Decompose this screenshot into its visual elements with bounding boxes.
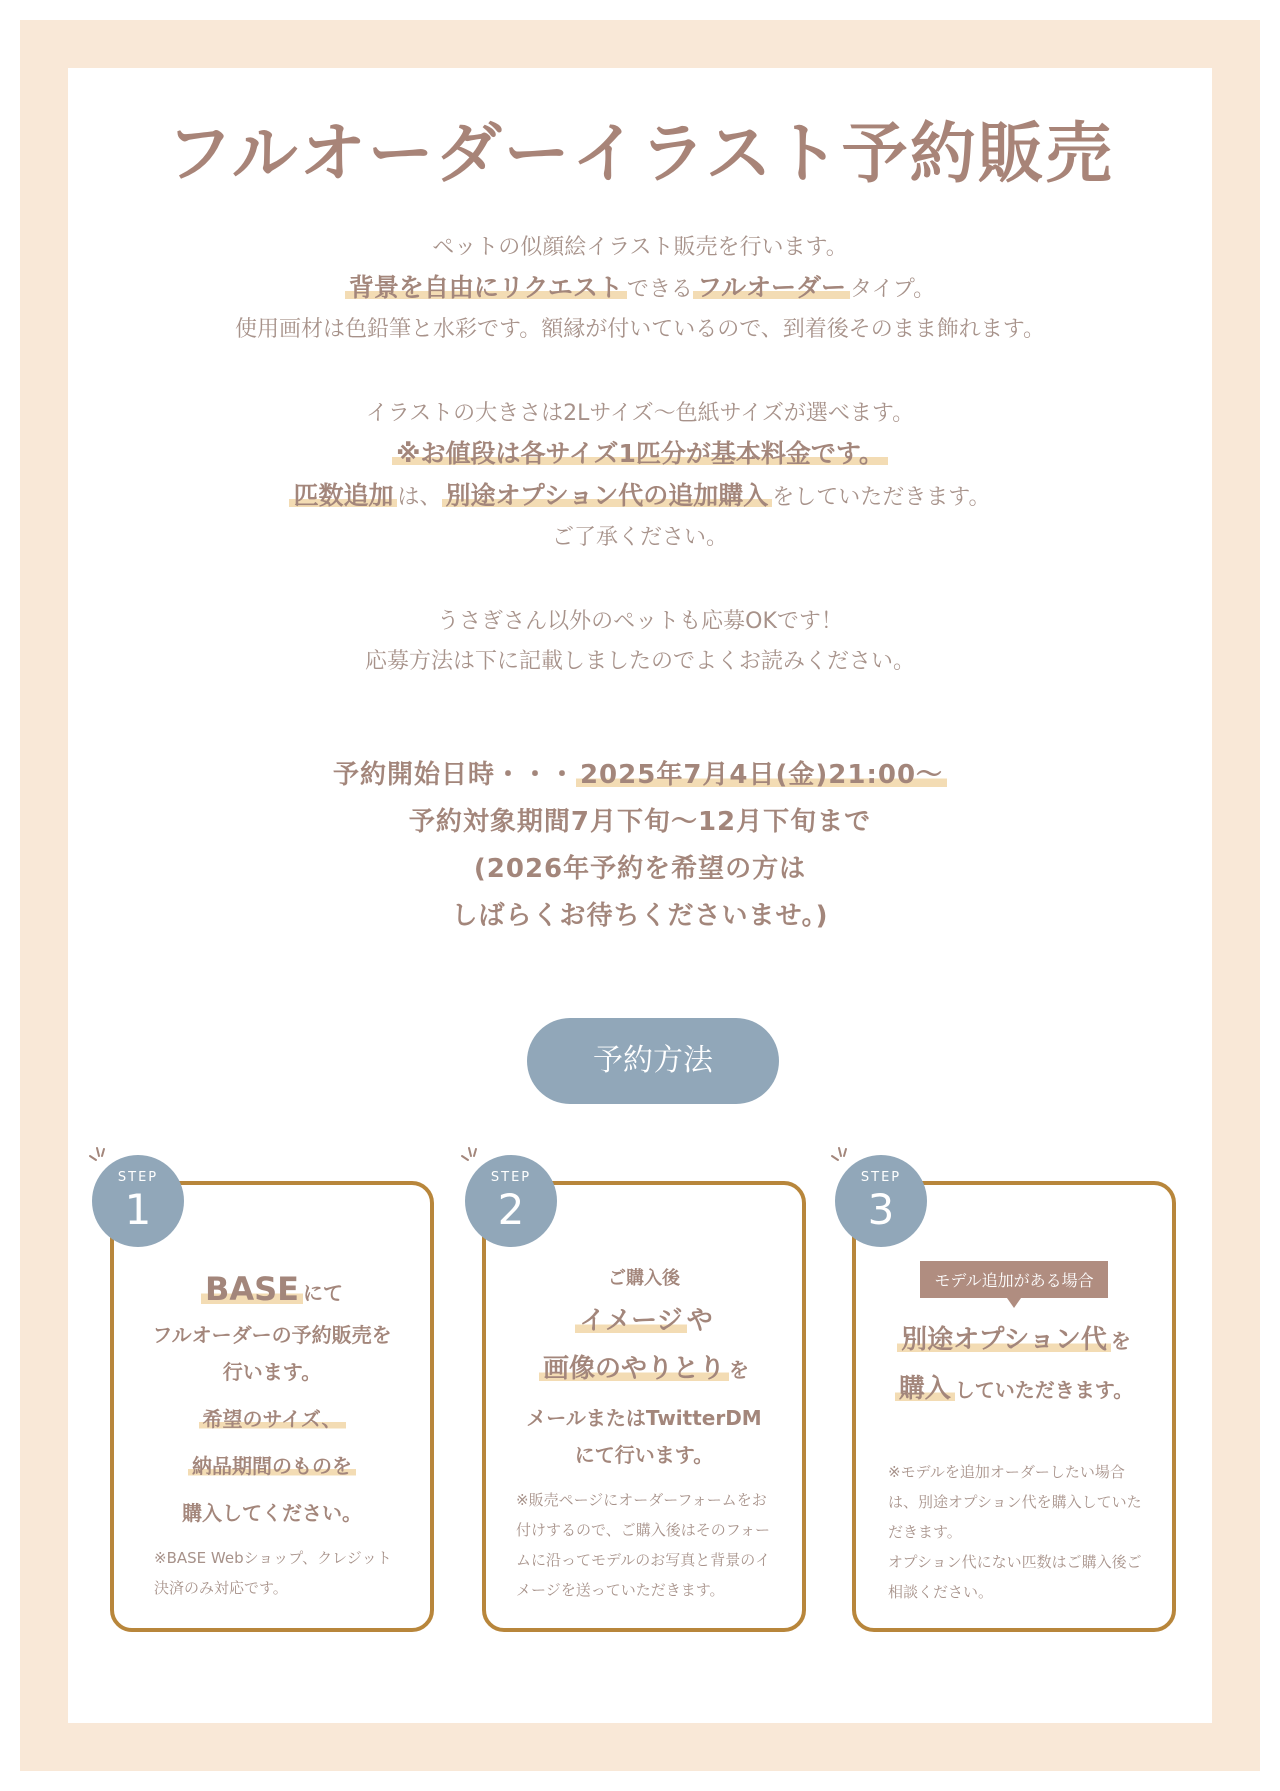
intro-text-span: タイプ。 (849, 277, 936, 302)
step-text-span: を (729, 1358, 749, 1382)
highlight-text: 匹数追加 (289, 481, 397, 510)
step-number: 1 (124, 1185, 152, 1234)
model-add-tag: モデル追加がある場合 (920, 1261, 1107, 1298)
step-text-span: を (1110, 1329, 1131, 1353)
step-1-line: 行います。 (222, 1360, 322, 1384)
highlight-text: イメージ (575, 1306, 686, 1336)
step-badge-1 (92, 1155, 184, 1247)
reservation-method-button[interactable]: 予約方法 (527, 1018, 779, 1104)
sparkle-icon (460, 1146, 478, 1162)
step-1-body (128, 1265, 416, 1532)
period-line: 予約対象期間7月下旬〜12月下旬まで (408, 807, 872, 837)
intro-line: 使用画材は色鉛筆と水彩です。額縁が付いているので、到着後そのまま飾れます。 (234, 317, 1046, 342)
intro-line (0, 268, 1280, 310)
sparkle-icon (830, 1146, 848, 1162)
step-1-line: フルオーダーの予約販売を (152, 1323, 392, 1347)
step-3-line (870, 1316, 1158, 1365)
step-1-line (128, 1448, 416, 1485)
intro-line (0, 434, 1280, 476)
step-text-span: にて (303, 1281, 344, 1305)
step-text-span: や (686, 1306, 713, 1336)
step-1-line (128, 1265, 416, 1317)
highlight-text: BASE (201, 1270, 303, 1308)
step-2-line: にて行います。 (574, 1443, 714, 1467)
step-card-1 (110, 1181, 434, 1632)
step-text-span: していただきます。 (954, 1378, 1134, 1402)
step-label: STEP (117, 1170, 159, 1185)
step-1-line (128, 1401, 416, 1438)
highlight-text: 画像のやりとり (539, 1354, 729, 1384)
intro-text-span: できる (626, 277, 693, 302)
highlight-text: 背景を自由にリクエスト (345, 273, 627, 302)
highlight-text: フルオーダー (693, 273, 850, 302)
start-date-line (0, 752, 1280, 799)
reservation-dates (0, 752, 1280, 940)
step-3-body (870, 1261, 1158, 1414)
highlight-text: 購入 (895, 1374, 955, 1404)
step-2-note: ※販売ページにオーダーフォームをお付けするので、ご購入後はそのフォームに沿ってモデルのお写真と背景のイメージを送っていただきます。 (516, 1491, 771, 1599)
step-1-line: 購入してください。 (182, 1501, 362, 1525)
step-label: STEP (490, 1170, 532, 1185)
intro-text (0, 228, 1280, 682)
highlight-text: ※お値段は各サイズ1匹分が基本料金です。 (392, 439, 888, 468)
intro-line: イラストの大きさは2Lサイズ〜色紙サイズが選べます。 (365, 401, 915, 426)
step-2-line: メールまたはTwitterDM (526, 1406, 762, 1430)
highlight-text: 別途オプション代 (897, 1325, 1111, 1355)
start-date-label: 予約開始日時・・・ (332, 760, 576, 790)
intro-text-span: は、 (397, 485, 442, 510)
highlight-text: 希望のサイズ、 (199, 1407, 346, 1431)
step-2-line (500, 1345, 788, 1394)
sparkle-icon (88, 1146, 106, 1162)
step-1-note: ※BASE Webショップ、クレジット決済のみ対応です。 (154, 1549, 392, 1597)
step-3-tag-wrap (870, 1261, 1158, 1298)
step-badge-3 (835, 1155, 927, 1247)
period-note: (2026年予約を希望の方は (473, 854, 807, 884)
highlight-text: 別途オプション代の追加購入 (442, 481, 773, 510)
intro-line: 応募方法は下に記載しましたのでよくお読みください。 (364, 649, 915, 674)
page-title: フルオーダーイラスト予約販売 (166, 115, 1114, 192)
intro-line: ご了承ください。 (551, 525, 728, 550)
intro-line: ペットの似顔絵イラスト販売を行います。 (432, 235, 848, 260)
step-label: STEP (860, 1170, 902, 1185)
intro-line: うさぎさん以外のペットも応募OKです！ (437, 609, 843, 634)
step-3-line (870, 1365, 1158, 1414)
intro-line (0, 476, 1280, 518)
highlight-text: 納品期間のものを (188, 1454, 356, 1478)
step-3-note-line: ※モデルを追加オーダーしたい場合は、別途オプション代を購入していただきます。 (888, 1463, 1142, 1541)
start-date-value: 2025年7月4日(金)21:00〜 (576, 760, 947, 790)
intro-text-span: をしていただきます。 (772, 485, 991, 510)
step-2-line (500, 1297, 788, 1345)
step-number: 3 (867, 1185, 895, 1234)
step-2-body (500, 1261, 788, 1474)
step-3-note (888, 1457, 1146, 1607)
step-card-2 (482, 1181, 806, 1632)
step-badge-2 (465, 1155, 557, 1247)
step-card-3 (852, 1181, 1176, 1632)
step-3-note-line: オプション代にない匹数はご購入後ご相談ください。 (888, 1553, 1142, 1601)
period-note: しばらくお待ちくださいませ。) (451, 901, 829, 931)
step-number: 2 (497, 1185, 525, 1234)
step-2-line: ご購入後 (608, 1268, 680, 1289)
